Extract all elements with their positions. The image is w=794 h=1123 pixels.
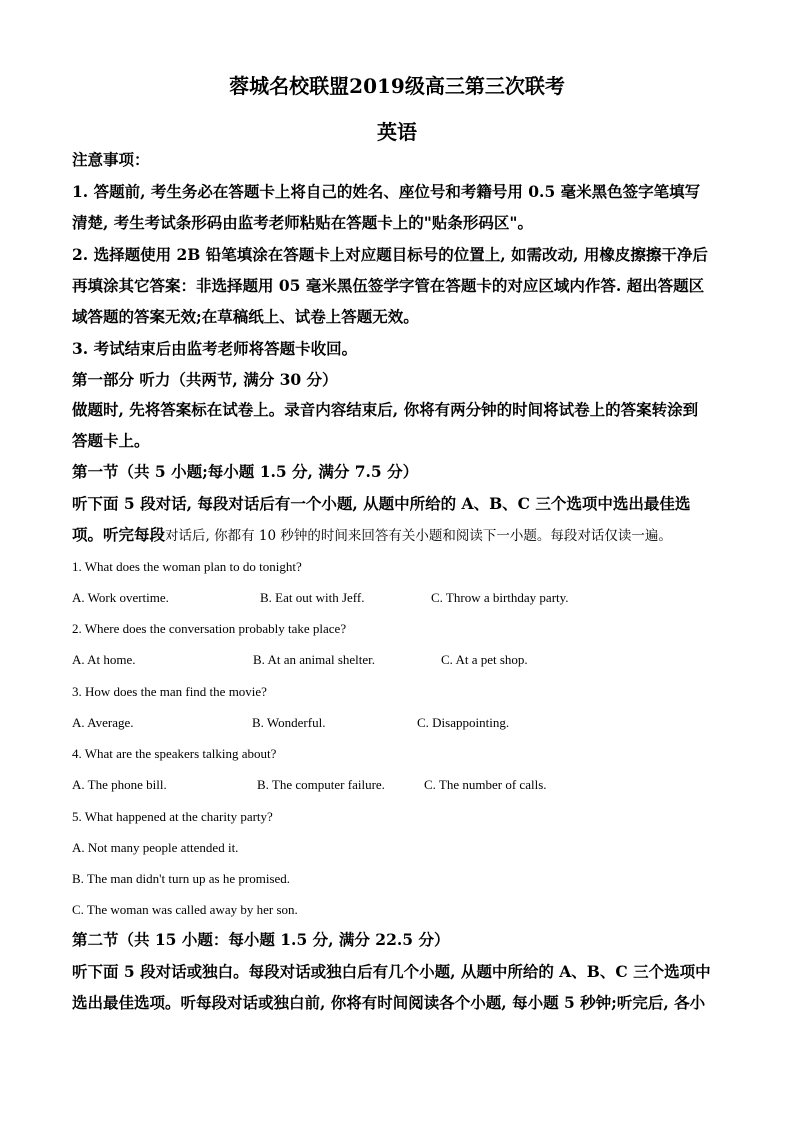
section1-instruction-rest: 对话后, 你都有 10 秒钟的时间来回答有关小题和阅读下一小题。每段对话仅读一遍。 — [165, 528, 672, 544]
question-5: 5. What happened at the charity party? — [72, 809, 273, 824]
part1-intro-line: 答题卡上。 — [72, 431, 150, 450]
section1-instruction: 听下面 5 段对话, 每段对话后有一个小题, 从题中所给的 A、B、C 三个选项中选出最佳选 — [72, 494, 691, 513]
question-3: 3. How does the man find the movie? — [72, 684, 267, 699]
notice-line: 域答题的答案无效;在草稿纸上、试卷上答题无效。 — [72, 307, 419, 326]
part1-intro-line: 做题时, 先将答案标在试卷上。录音内容结束后, 你将有两分钟的时间将试卷上的答案转涂到 — [72, 400, 699, 419]
part1-heading: 第一部分 听力（共两节, 满分 30 分） — [72, 370, 338, 389]
option-4b: B. The computer failure. — [257, 777, 385, 792]
option-5c: C. The woman was called away by her son. — [72, 902, 298, 917]
notice-line: 2. 选择题使用 2B 铅笔填涂在答题卡上对应题目标号的位置上, 如需改动, 用橡皮擦擦干净后 — [72, 245, 708, 264]
section2-line: 听下面 5 段对话或独白。每段对话或独白后有几个小题, 从题中所给的 A、B、C 三个选项中 — [72, 962, 711, 981]
option-5b: B. The man didn't turn up as he promised. — [72, 871, 291, 886]
subject-title: 英语 — [377, 120, 417, 144]
section1-instruction-cont — [72, 525, 732, 546]
option-3b: B. Wonderful. — [252, 715, 326, 730]
question-4: 4. What are the speakers talking about? — [72, 746, 277, 761]
notice-line: 再填涂其它答案：非选择题用 05 毫米黑伍签学字管在答题卡的对应区域内作答. 超出答题区 — [72, 276, 705, 295]
notice-heading: 注意事项： — [72, 150, 150, 169]
option-2c: C. At a pet shop. — [441, 652, 528, 667]
notice-line: 1. 答题前, 考生务必在答题卡上将自己的姓名、座位号和考籍号用 0.5 毫米黑色签字笔填写 — [72, 182, 701, 201]
notice-line: 清楚, 考生考试条形码由监考老师粘贴在答题卡上的"贴条形码区"。 — [72, 213, 533, 232]
option-4a: A. The phone bill. — [72, 777, 167, 792]
section1-instruction-bold: 项。听完每段 — [72, 525, 166, 544]
option-1a: A. Work overtime. — [72, 590, 169, 605]
option-2b: B. At an animal shelter. — [253, 652, 376, 667]
option-3a: A. Average. — [72, 715, 134, 730]
option-3c: C. Disappointing. — [417, 715, 510, 730]
option-5a: A. Not many people attended it. — [72, 840, 239, 855]
exam-title: 蓉城名校联盟2019级高三第三次联考 — [229, 74, 565, 98]
section2-heading: 第二节（共 15 小题：每小题 1.5 分, 满分 22.5 分） — [72, 930, 450, 949]
question-1: 1. What does the woman plan to do tonight? — [72, 559, 302, 574]
question-2: 2. Where does the conversation probably take place? — [72, 621, 347, 636]
option-4c: C. The number of calls. — [424, 777, 547, 792]
section2-line: 选出最佳选项。听每段对话或独白前, 你将有时间阅读各个小题, 每小题 5 秒钟;听完后, 各小 — [72, 993, 706, 1012]
option-1c: C. Throw a birthday party. — [431, 590, 569, 605]
option-1b: B. Eat out with Jeff. — [260, 590, 365, 605]
notice-line: 3. 考试结束后由监考老师将答题卡收回。 — [72, 339, 358, 358]
section1-heading: 第一节（共 5 小题;每小题 1.5 分, 满分 7.5 分） — [72, 462, 419, 481]
option-2a: A. At home. — [72, 652, 136, 667]
